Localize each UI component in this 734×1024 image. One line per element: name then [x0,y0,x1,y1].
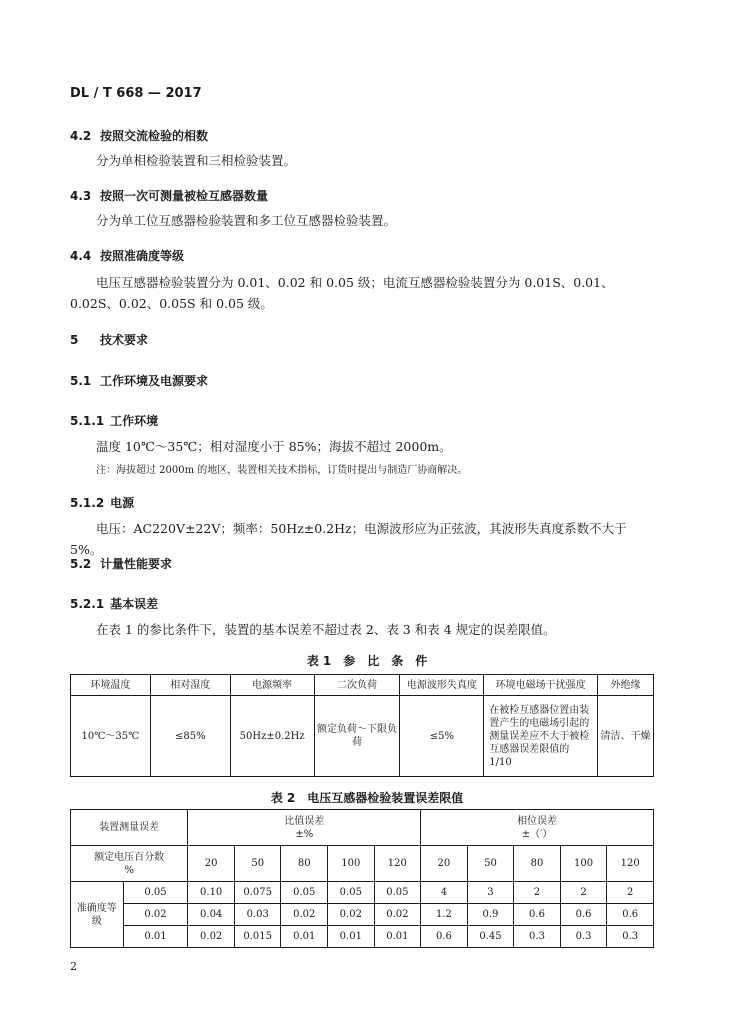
section-number: 5.2 [70,557,92,571]
phase-error-header [421,810,654,846]
table-cell: 4 [421,882,468,904]
voltage-transformer-error-table [70,809,654,948]
section-number: 4.3 [70,189,92,203]
table-cell: 0.02 [188,926,235,948]
table-cell: 0.01 [281,926,328,948]
table-cell: 0.6 [514,904,561,926]
table-cell: 1.2 [421,904,468,926]
section-title: 基本误差 [110,597,159,611]
section-4-2 [70,127,208,144]
table-cell: 0.3 [514,926,561,948]
section-title: 工作环境及电源要求 [100,374,209,388]
ratio-error-label: 比值误差 [284,815,325,827]
table-cell: 2 [607,882,654,904]
class-cell: 0.05 [123,882,188,904]
section-title: 电源 [110,496,135,510]
table-cell: 0.05 [328,882,375,904]
table-row [71,696,654,777]
phase-error-unit: ±（′） [521,828,553,840]
table-row [71,926,654,948]
note-5-1-1: 注：海拔超过 2000m 的地区，装置相关技术指标，订货时提出与制造厂协商解决。 [96,465,468,476]
table-header-cell: 相对湿度 [150,675,230,696]
paragraph-5-2-1: 在表 1 的参比条件下，装置的基本误差不超过表 2、表 3 和表 4 规定的误差限值。 [96,622,556,637]
accuracy-class-label: 准确度等级 [71,882,124,948]
table-header-row [71,846,654,882]
table-cell: 0.3 [607,926,654,948]
section-title: 按照一次可测量被检互感器数量 [100,189,269,203]
table-cell: 2 [514,882,561,904]
percent-cell: 80 [281,846,328,882]
table-cell: 0.6 [560,904,607,926]
section-number: 5.1.1 [70,414,105,428]
table-cell: 0.05 [374,882,421,904]
paragraph-5-1-1: 温度 10℃～35℃；相对湿度小于 85%；海拔不超过 2000m。 [96,439,452,454]
table-cell: 0.6 [421,926,468,948]
table-cell: 0.3 [560,926,607,948]
section-number: 5 [70,333,79,347]
phase-error-label: 相位误差 [517,815,558,827]
table-cell: 在被检互感器位置由装置产生的电磁场引起的测量误差应不大于被检互感器误差限值的 1/10 [484,696,598,777]
table-header-cell: 二次负荷 [314,675,400,696]
section-number: 5.1 [70,374,92,388]
class-cell: 0.02 [123,904,188,926]
paragraph-4-3: 分为单工位互感器检验装置和多工位互感器检验装置。 [96,213,397,228]
table-header-cell: 环境温度 [71,675,151,696]
section-number: 5.1.2 [70,496,105,510]
table-corner-cell: 装置测量误差 [71,810,188,846]
ratio-error-unit: ±% [295,828,314,840]
paragraph-5-1-2: 电压：AC220V±22V；频率：50Hz±0.2Hz；电源波形应为正弦波，其波形失真度系数不大于 5%。 [70,521,627,557]
section-5-2 [70,555,172,572]
percent-cell: 100 [328,846,375,882]
percent-cell: 20 [188,846,235,882]
table-cell: 0.02 [328,904,375,926]
reference-conditions-table [70,674,654,777]
table-header-cell: 环境电磁场干扰强度 [484,675,598,696]
table-row [71,904,654,926]
table2-caption: 表 2 电压互感器检验装置误差限值 [270,791,464,805]
section-title: 按照交流检验的相数 [100,129,209,143]
table-cell: 清洁、干燥 [598,696,654,777]
percent-cell: 50 [234,846,281,882]
class-cell: 0.01 [123,926,188,948]
table-header-cell: 电源波形失真度 [400,675,484,696]
paragraph-4-4: 电压互感器检验装置分为 0.01、0.02 和 0.05 级；电流互感器检验装置分为 0.01S、0.01、0.02S、0.02、0.05S 和 0.05 级。 [70,275,614,311]
page-number: 2 [70,960,77,973]
percent-cell: 80 [514,846,561,882]
table-cell: ≤5% [400,696,484,777]
section-title: 计量性能要求 [100,557,173,571]
table-cell: 0.04 [188,904,235,926]
section-5-1-2 [70,494,134,511]
section-number: 4.2 [70,129,92,143]
section-number: 4.4 [70,249,92,263]
percent-cell: 50 [467,846,514,882]
section-4-4 [70,247,184,264]
section-title: 技术要求 [100,333,149,347]
percent-unit: % [124,864,134,876]
ratio-error-header [188,810,421,846]
section-5 [70,331,148,348]
table-header-cell: 外绝缘 [598,675,654,696]
table-header-row [71,675,654,696]
paragraph-4-2: 分为单相检验装置和三相检验装置。 [96,153,297,168]
table-cell: 0.02 [281,904,328,926]
section-5-2-1 [70,595,158,612]
table-cell: ≤85% [150,696,230,777]
percent-cell: 100 [560,846,607,882]
table-cell: 0.10 [188,882,235,904]
section-title: 按照准确度等级 [100,249,185,263]
table-cell: 0.015 [234,926,281,948]
percent-cell: 120 [607,846,654,882]
section-title: 工作环境 [110,414,159,428]
section-number: 5.2.1 [70,597,105,611]
table-cell: 3 [467,882,514,904]
table-row [71,882,654,904]
table1-caption: 表 1 参 比 条 件 [306,654,428,668]
percent-cell: 120 [374,846,421,882]
table-cell: 0.03 [234,904,281,926]
table-cell: 0.45 [467,926,514,948]
table-header-row [71,810,654,846]
percent-label-cell [71,846,188,882]
doc-header: DL / T 668 — 2017 [70,86,202,101]
table-cell: 0.02 [374,904,421,926]
table-cell: 额定负荷～下限负荷 [314,696,400,777]
table-cell: 0.9 [467,904,514,926]
table-cell: 2 [560,882,607,904]
table-cell: 0.01 [374,926,421,948]
table-cell: 0.01 [328,926,375,948]
percent-cell: 20 [421,846,468,882]
table-cell: 50Hz±0.2Hz [230,696,314,777]
section-5-1 [70,372,208,389]
section-5-1-1 [70,412,158,429]
table-cell: 10℃～35℃ [71,696,151,777]
table-cell: 0.05 [281,882,328,904]
percent-label: 额定电压百分数 [94,851,165,863]
table-cell: 0.6 [607,904,654,926]
table-cell: 0.075 [234,882,281,904]
table-header-cell: 电源频率 [230,675,314,696]
section-4-3 [70,187,268,204]
